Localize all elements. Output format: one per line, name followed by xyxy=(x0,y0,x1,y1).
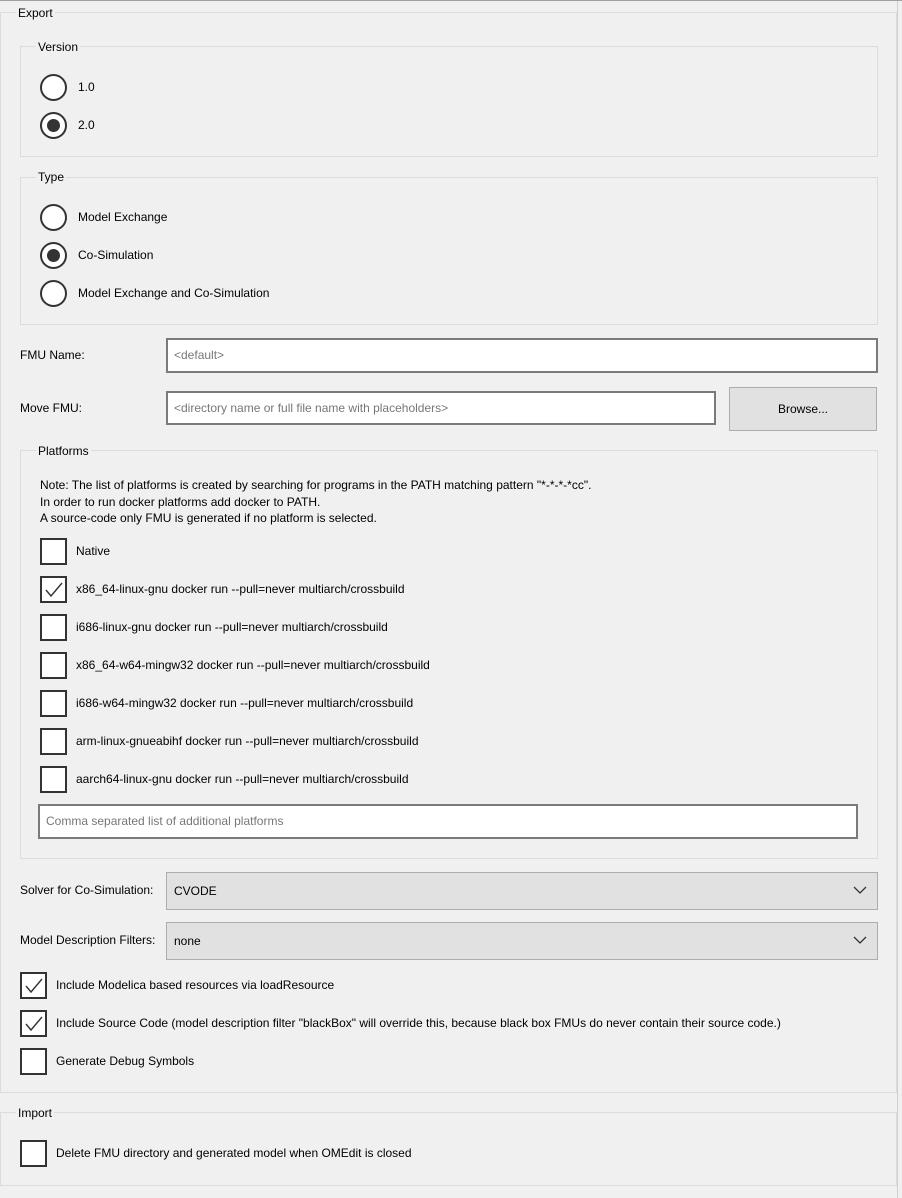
radio-2-0[interactable] xyxy=(40,112,67,139)
fmu-name-input[interactable]: <default> xyxy=(166,338,878,373)
chevron-down-icon xyxy=(853,886,867,895)
radio-co-simulation[interactable] xyxy=(40,242,67,269)
checkbox-include-modelica-based-resources-via-loa[interactable] xyxy=(20,972,47,999)
radio-model-exchange[interactable] xyxy=(40,204,67,231)
checkbox-label: arm-linux-gnueabihf docker run --pull=never multiarch/crossbuild xyxy=(76,734,419,748)
checkbox-label: Native xyxy=(76,544,111,558)
checkbox-label: aarch64-linux-gnu docker run --pull=never multiarch/crossbuild xyxy=(76,772,409,786)
checkmark-icon xyxy=(24,976,43,995)
solver-label: Solver for Co-Simulation: xyxy=(20,883,154,897)
top-edge-line xyxy=(0,0,902,1)
solver-combobox[interactable] xyxy=(166,872,878,910)
platforms-group-title: Platforms xyxy=(38,444,89,458)
checkbox-native[interactable] xyxy=(40,538,67,565)
radio-label: Model Exchange and Co-Simulation xyxy=(78,286,270,300)
checkbox-label: Delete FMU directory and generated model when OMEdit is closed xyxy=(56,1146,412,1160)
fmu-name-label: FMU Name: xyxy=(20,348,85,362)
model-description-filters-value: none xyxy=(174,934,201,948)
model-description-filters-label: Model Description Filters: xyxy=(20,933,156,947)
checkbox-label: x86_64-w64-mingw32 docker run --pull=never multiarch/crossbuild xyxy=(76,658,430,672)
type-group-title: Type xyxy=(38,170,65,184)
checkbox-label: i686-linux-gnu docker run --pull=never multiarch/crossbuild xyxy=(76,620,388,634)
checkbox-label: Include Modelica based resources via loadResource xyxy=(56,978,335,992)
model-description-filters-combobox[interactable] xyxy=(166,922,878,960)
version-group xyxy=(20,46,878,157)
platforms-note-3: A source-code only FMU is generated if no platform is selected. xyxy=(40,511,377,525)
radio-label: 2.0 xyxy=(78,118,95,132)
version-group-title: Version xyxy=(38,40,79,54)
move-fmu-input[interactable]: <directory name or full file name with placeholders> xyxy=(166,391,716,425)
solver-value: CVODE xyxy=(174,884,217,898)
platforms-note-2: In order to run docker platforms add docker to PATH. xyxy=(40,495,321,509)
checkbox-label: x86_64-linux-gnu docker run --pull=never multiarch/crossbuild xyxy=(76,582,405,596)
checkmark-icon xyxy=(24,1014,43,1033)
checkbox-label: i686-w64-mingw32 docker run --pull=never multiarch/crossbuild xyxy=(76,696,414,710)
checkbox-i686-linux-gnu-docker-run-pull-never-mul[interactable] xyxy=(40,614,67,641)
right-edge-line xyxy=(897,0,898,1198)
checkbox-label: Generate Debug Symbols xyxy=(56,1054,195,1068)
export-group-title: Export xyxy=(18,6,53,20)
checkbox-delete-fmu-directory-and-generated-model[interactable] xyxy=(20,1140,47,1167)
checkbox-x86-64-linux-gnu-docker-run-pull-never-m[interactable] xyxy=(40,576,67,603)
browse-button[interactable]: Browse... xyxy=(729,387,877,431)
move-fmu-label: Move FMU: xyxy=(20,401,83,415)
radio-label: Model Exchange xyxy=(78,210,168,224)
import-group-title: Import xyxy=(18,1106,53,1120)
checkbox-label: Include Source Code (model description filter "blackBox" will override this, because black box FMUs do never contain their source code.) xyxy=(56,1016,781,1030)
checkbox-arm-linux-gnueabihf-docker-run-pull-neve[interactable] xyxy=(40,728,67,755)
checkmark-icon xyxy=(44,580,63,599)
checkbox-generate-debug-symbols[interactable] xyxy=(20,1048,47,1075)
radio-1-0[interactable] xyxy=(40,74,67,101)
additional-platforms-input[interactable]: Comma separated list of additional platforms xyxy=(38,804,858,839)
radio-label: Co-Simulation xyxy=(78,248,154,262)
radio-model-exchange-and-co-simulation[interactable] xyxy=(40,280,67,307)
platforms-note-1: Note: The list of platforms is created by searching for programs in the PATH matching pattern "*-*-*-*cc". xyxy=(40,478,592,492)
chevron-down-icon xyxy=(853,936,867,945)
checkbox-include-source-code-model-description-fi[interactable] xyxy=(20,1010,47,1037)
radio-label: 1.0 xyxy=(78,80,95,94)
checkbox-i686-w64-mingw32-docker-run-pull-never-m[interactable] xyxy=(40,690,67,717)
checkbox-aarch64-linux-gnu-docker-run-pull-never-[interactable] xyxy=(40,766,67,793)
checkbox-x86-64-w64-mingw32-docker-run-pull-never[interactable] xyxy=(40,652,67,679)
